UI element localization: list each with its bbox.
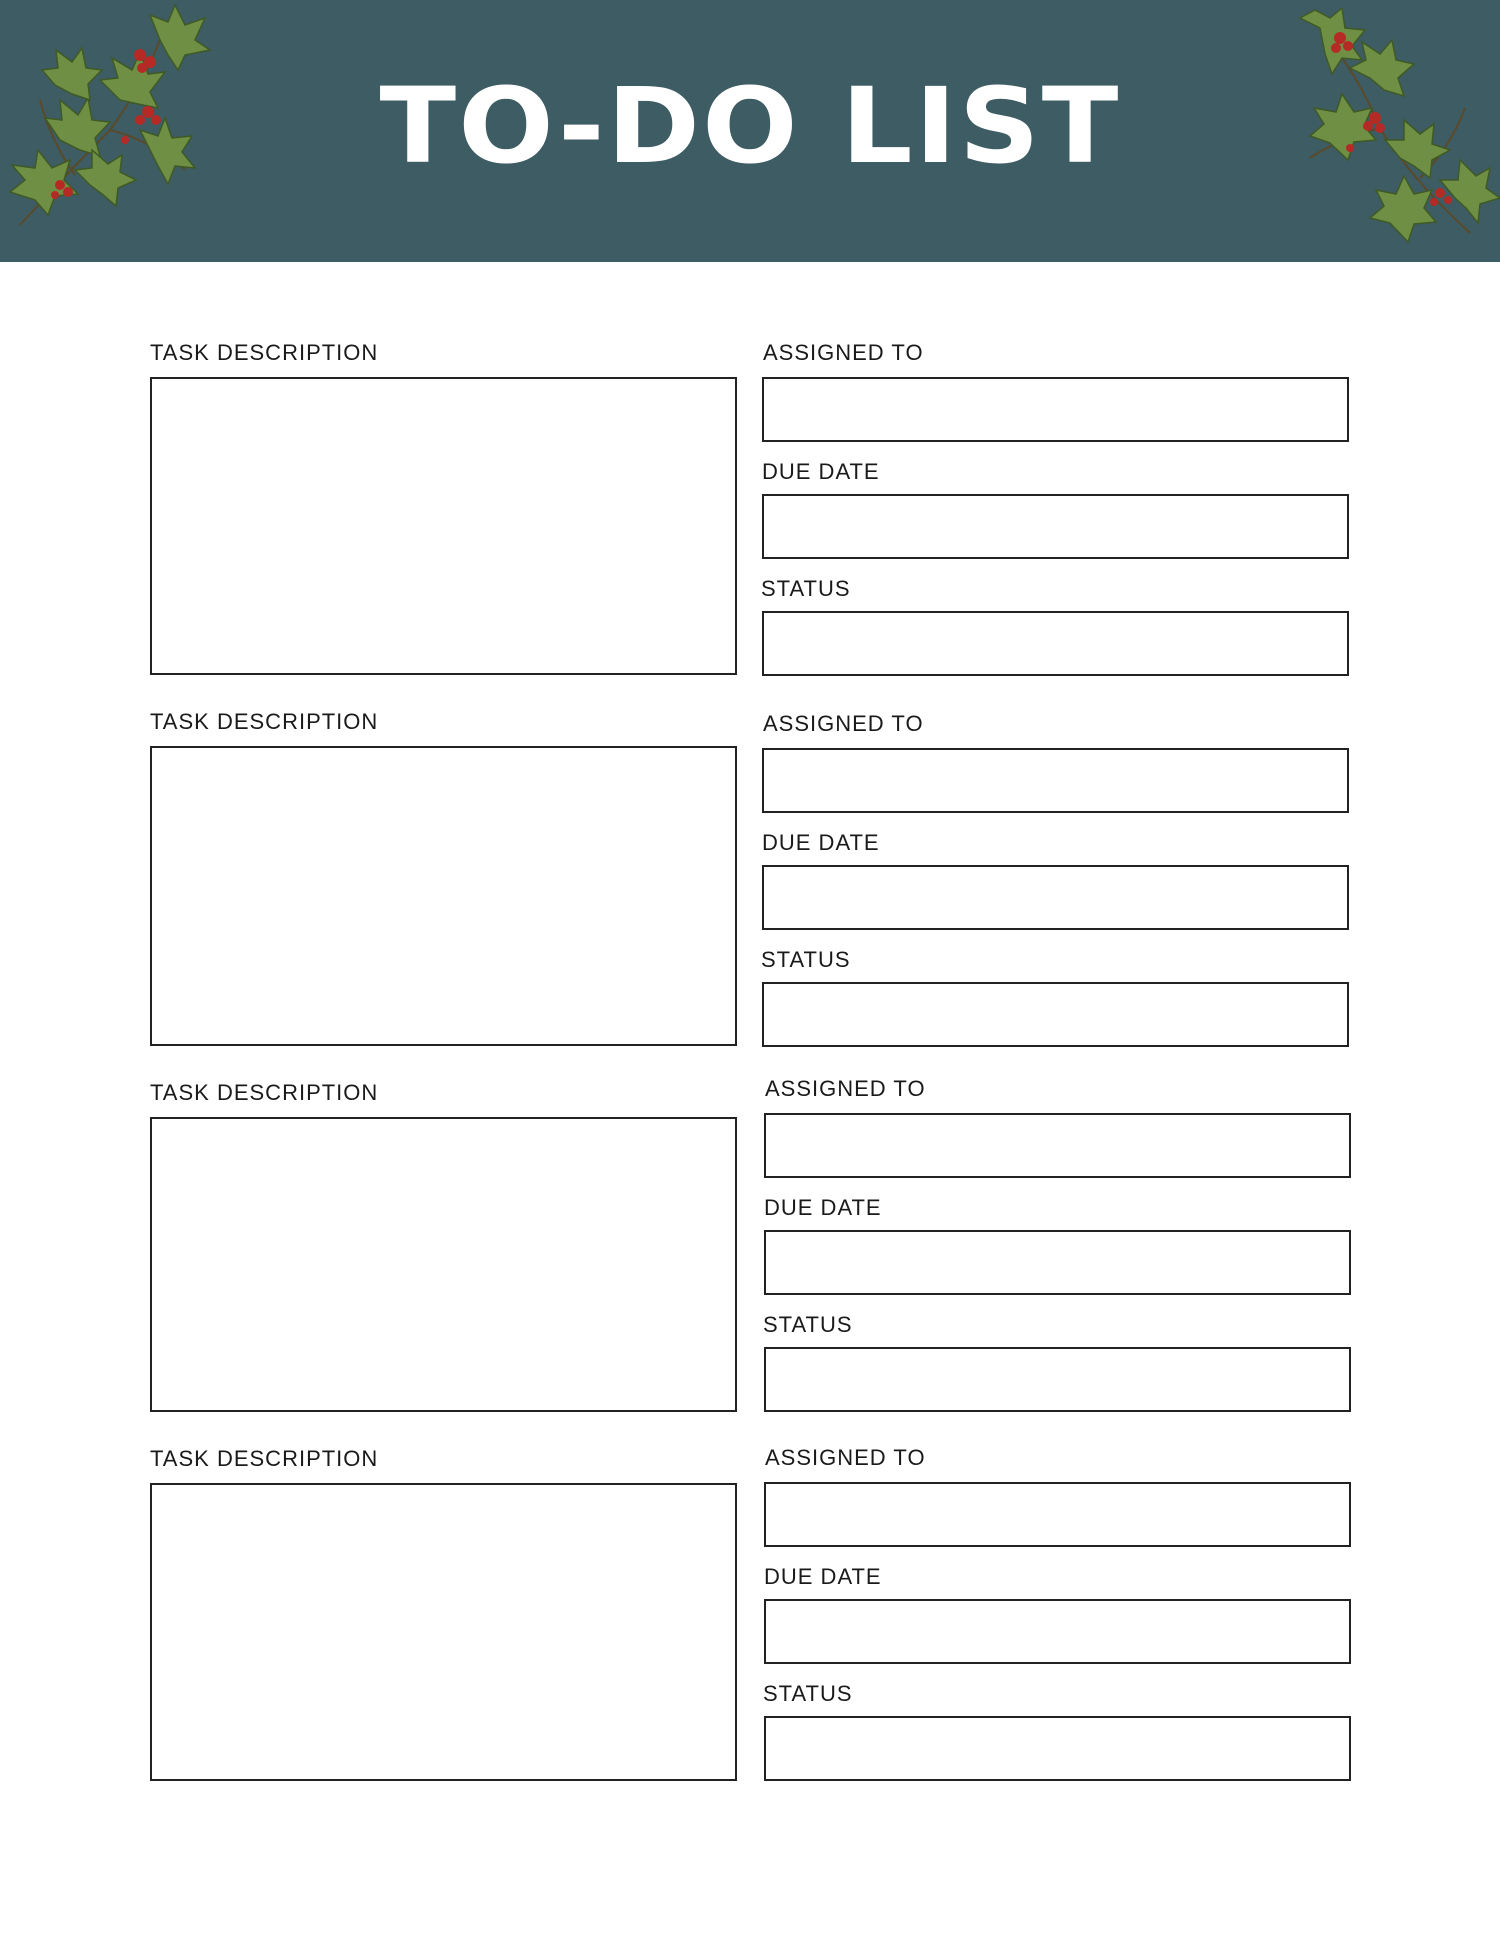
- status-label: STATUS: [763, 1681, 853, 1706]
- status-label: STATUS: [761, 576, 851, 601]
- status-field[interactable]: [764, 1347, 1351, 1412]
- due-date-label: DUE DATE: [762, 830, 880, 855]
- task-description-label: TASK DESCRIPTION: [150, 1446, 379, 1471]
- task-description-field[interactable]: [150, 746, 737, 1046]
- task-description-label: TASK DESCRIPTION: [150, 709, 379, 734]
- assigned-to-field[interactable]: [762, 377, 1349, 442]
- status-label: STATUS: [761, 947, 851, 972]
- status-field[interactable]: [762, 611, 1349, 676]
- assigned-to-label: ASSIGNED TO: [763, 711, 924, 736]
- page-header: [0, 0, 1500, 262]
- due-date-field[interactable]: [764, 1599, 1351, 1664]
- task-description-label: TASK DESCRIPTION: [150, 340, 379, 365]
- due-date-label: DUE DATE: [764, 1564, 882, 1589]
- assigned-to-label: ASSIGNED TO: [765, 1076, 926, 1101]
- assigned-to-field[interactable]: [764, 1482, 1351, 1547]
- assigned-to-label: ASSIGNED TO: [763, 340, 924, 365]
- task-description-label: TASK DESCRIPTION: [150, 1080, 379, 1105]
- status-field[interactable]: [762, 982, 1349, 1047]
- task-description-field[interactable]: [150, 1483, 737, 1781]
- assigned-to-field[interactable]: [762, 748, 1349, 813]
- assigned-to-label: ASSIGNED TO: [765, 1445, 926, 1470]
- due-date-field[interactable]: [762, 865, 1349, 930]
- status-field[interactable]: [764, 1716, 1351, 1781]
- task-description-field[interactable]: [150, 377, 737, 675]
- page-title: TO-DO LIST: [379, 65, 1121, 187]
- due-date-field[interactable]: [764, 1230, 1351, 1295]
- holly-right-decoration: [1280, 8, 1500, 248]
- due-date-field[interactable]: [762, 494, 1349, 559]
- task-description-field[interactable]: [150, 1117, 737, 1412]
- due-date-label: DUE DATE: [762, 459, 880, 484]
- assigned-to-field[interactable]: [764, 1113, 1351, 1178]
- status-label: STATUS: [763, 1312, 853, 1337]
- due-date-label: DUE DATE: [764, 1195, 882, 1220]
